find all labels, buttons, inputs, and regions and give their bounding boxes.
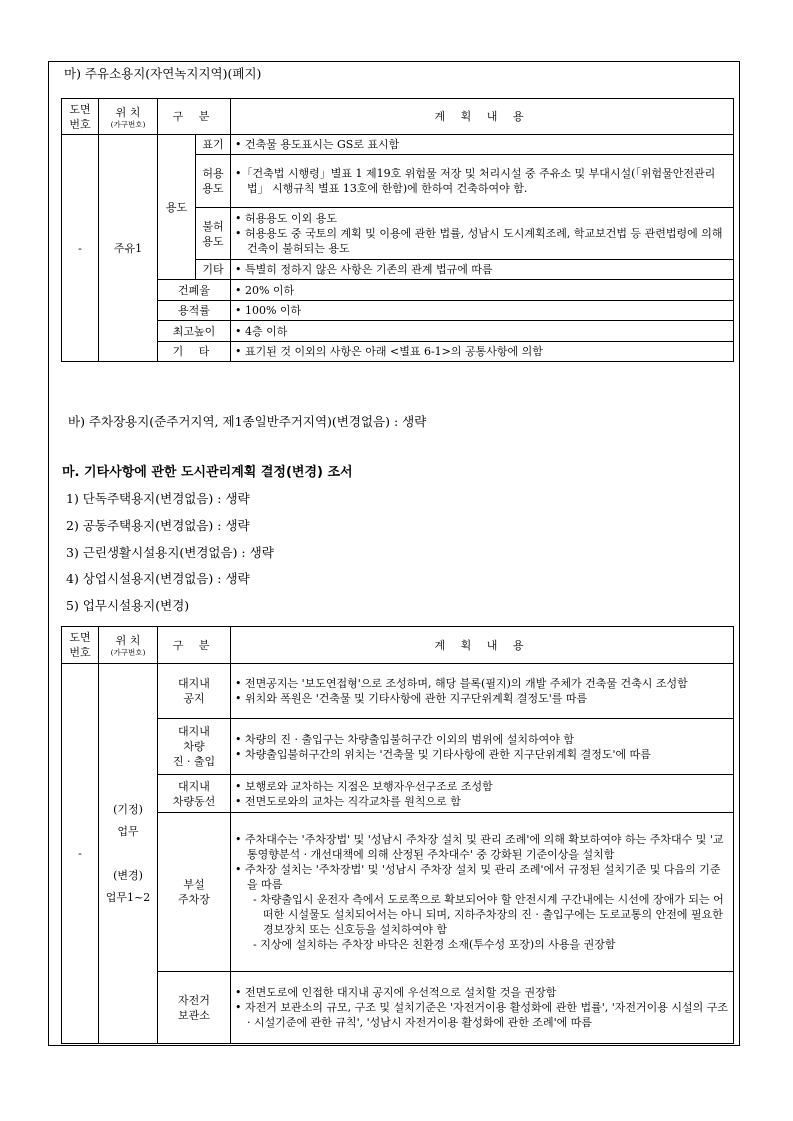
prohibited-use-label: 불허 용도 (196, 208, 231, 260)
header-plan: 계 획 내 용 (231, 99, 734, 135)
location-cell: 주유1 (99, 135, 158, 362)
header-division: 구 분 (158, 627, 231, 664)
open-space-text: • 전면공지는 '보도연접형'으로 조성하며, 해당 블록(필지)의 개발 주체가 건축물 건축시 조성함 • 위치와 폭원은 '건축물 및 기타사항에 관한 지구단위계획 결정도'를 따름 (231, 664, 734, 719)
vehicle-access-text: • 차량의 진 · 출입구는 차량출입불허구간 이외의 범위에 설치하여야 함 • 차량출입불허구간의 위치는 '건축물 및 기타사항에 관한 지구단위계획 결정도'에 따름 (231, 719, 734, 775)
office-facility-table (61, 626, 734, 1044)
floor-area-text: • 100% 이하 (231, 301, 734, 321)
list-item: 3) 근린생활시설용지(변경없음) : 생략 (66, 545, 274, 560)
list-item: 4) 상업시설용지(변경없음) : 생략 (66, 571, 250, 586)
permitted-use-label: 허용 용도 (196, 155, 231, 208)
etc-label: 기 타 (158, 342, 231, 362)
header-location: 위 치 (가구번호) (99, 627, 158, 664)
header-drawing-no: 도면 번호 (62, 99, 99, 135)
parking-text: • 주차대수는 '주차장법' 및 '성남시 주차장 설치 및 관리 조례'에 의해 확보하여야 하는 주차대수 및 '교통영향분석 · 개선대책에 의해 산정된 주차대수' 중 강화된 기준이상을 설치함 • 주차장 설치는 '주차장법' 및 '성남시 주차장 설치 및 관리 조례'에서 규정된 설치기준 및 다음의 기준을 따름 - 차량출입시 운전자 측에서 도로쪽으로 확보되어야 할 안전시계 구간내에는 시선에 장애가 되는 어떠한 시설물도 설치되어서는 아니 되며, 지하주차장의 진 · 출입구에는 도로교통의 안전에 필요한 경보장치 또는 신호등을 설치하여야 함 - 지상에 설치하는 주차장 바닥은 친환경 소재(투수성 포장)의 사용을 권장함 (231, 813, 734, 972)
etc-text: • 표기된 것 이외의 사항은 아래 <별표 6-1>의 공통사항에 의함 (231, 342, 734, 362)
bicycle-storage-text: • 전면도로에 인접한 대지내 공지에 우선적으로 설치할 것을 권장함 • 자전거 보관소의 규모, 구조 및 설치기준은 '자전거이용 활성화에 관한 법률', '자전거이용 시설의 구조 · 시설기준에 관한 규칙', '성남시 자전거이용 활성화에 관한 조례'에 따름 (231, 972, 734, 1044)
coverage-label: 건폐율 (158, 280, 231, 301)
bicycle-storage-label: 자전거 보관소 (158, 972, 231, 1044)
section-ma-title: 마) 주유소용지(자연녹지지역)(폐지) (64, 66, 262, 81)
notation-label: 표기 (196, 135, 231, 155)
vehicle-flow-label: 대지내 차량동선 (158, 775, 231, 813)
header-drawing-no: 도면 번호 (62, 627, 99, 664)
vehicle-flow-text: • 보행로와 교차하는 지점은 보행자우선구조로 조성함 • 전면도로와의 교차는 직각교차를 원칙으로 함 (231, 775, 734, 813)
notation-text: • 건축물 용도표시는 GS로 표시함 (231, 135, 734, 155)
open-space-label: 대지내 공지 (158, 664, 231, 719)
section-ba-title: 바) 주차장용지(준주거지역, 제1종일반주거지역)(변경없음) : 생략 (68, 414, 427, 429)
max-height-label: 최고높이 (158, 321, 231, 342)
prohibited-use-text: • 허용용도 이외 용도 • 허용용도 중 국토의 계획 및 이용에 관한 법률, 성남시 도시계획조례, 학교보건법 등 관련법령에 의해 건축이 불허되는 용도 (231, 208, 734, 260)
main-section-title: 마. 기타사항에 관한 도시관리계획 결정(변경) 조서 (62, 465, 353, 480)
gas-station-table (61, 98, 734, 362)
coverage-text: • 20% 이하 (231, 280, 734, 301)
location-cell: (기정) 업무 (변경) 업무1~2 (99, 664, 158, 1044)
header-division: 구 분 (158, 99, 231, 135)
permitted-use-text: •「건축법 시행령」별표 1 제19호 위험물 저장 및 처리시설 중 주유소 및 부대시설(「위험물안전관리법」 시행규칙 별표 13호에 한함)에 한하여 건축하여야 함. (231, 155, 734, 208)
header-plan: 계 획 내 용 (231, 627, 734, 664)
drawing-no-cell: - (62, 135, 99, 362)
max-height-text: • 4층 이하 (231, 321, 734, 342)
use-cell: 용도 (158, 135, 196, 280)
drawing-no-cell: - (62, 664, 99, 1044)
vehicle-access-label: 대지내 차량 진 · 출입 (158, 719, 231, 775)
floor-area-label: 용적률 (158, 301, 231, 321)
other-use-text: • 특별히 정하지 않은 사항은 기존의 관계 법규에 따름 (231, 260, 734, 280)
parking-label: 부설 주차장 (158, 813, 231, 972)
list-item: 5) 업무시설용지(변경) (66, 598, 190, 613)
list-item: 1) 단독주택용지(변경없음) : 생략 (66, 491, 250, 506)
header-location: 위 치 (가구번호) (99, 99, 158, 135)
other-use-label: 기타 (196, 260, 231, 280)
list-item: 2) 공동주택용지(변경없음) : 생략 (66, 518, 250, 533)
